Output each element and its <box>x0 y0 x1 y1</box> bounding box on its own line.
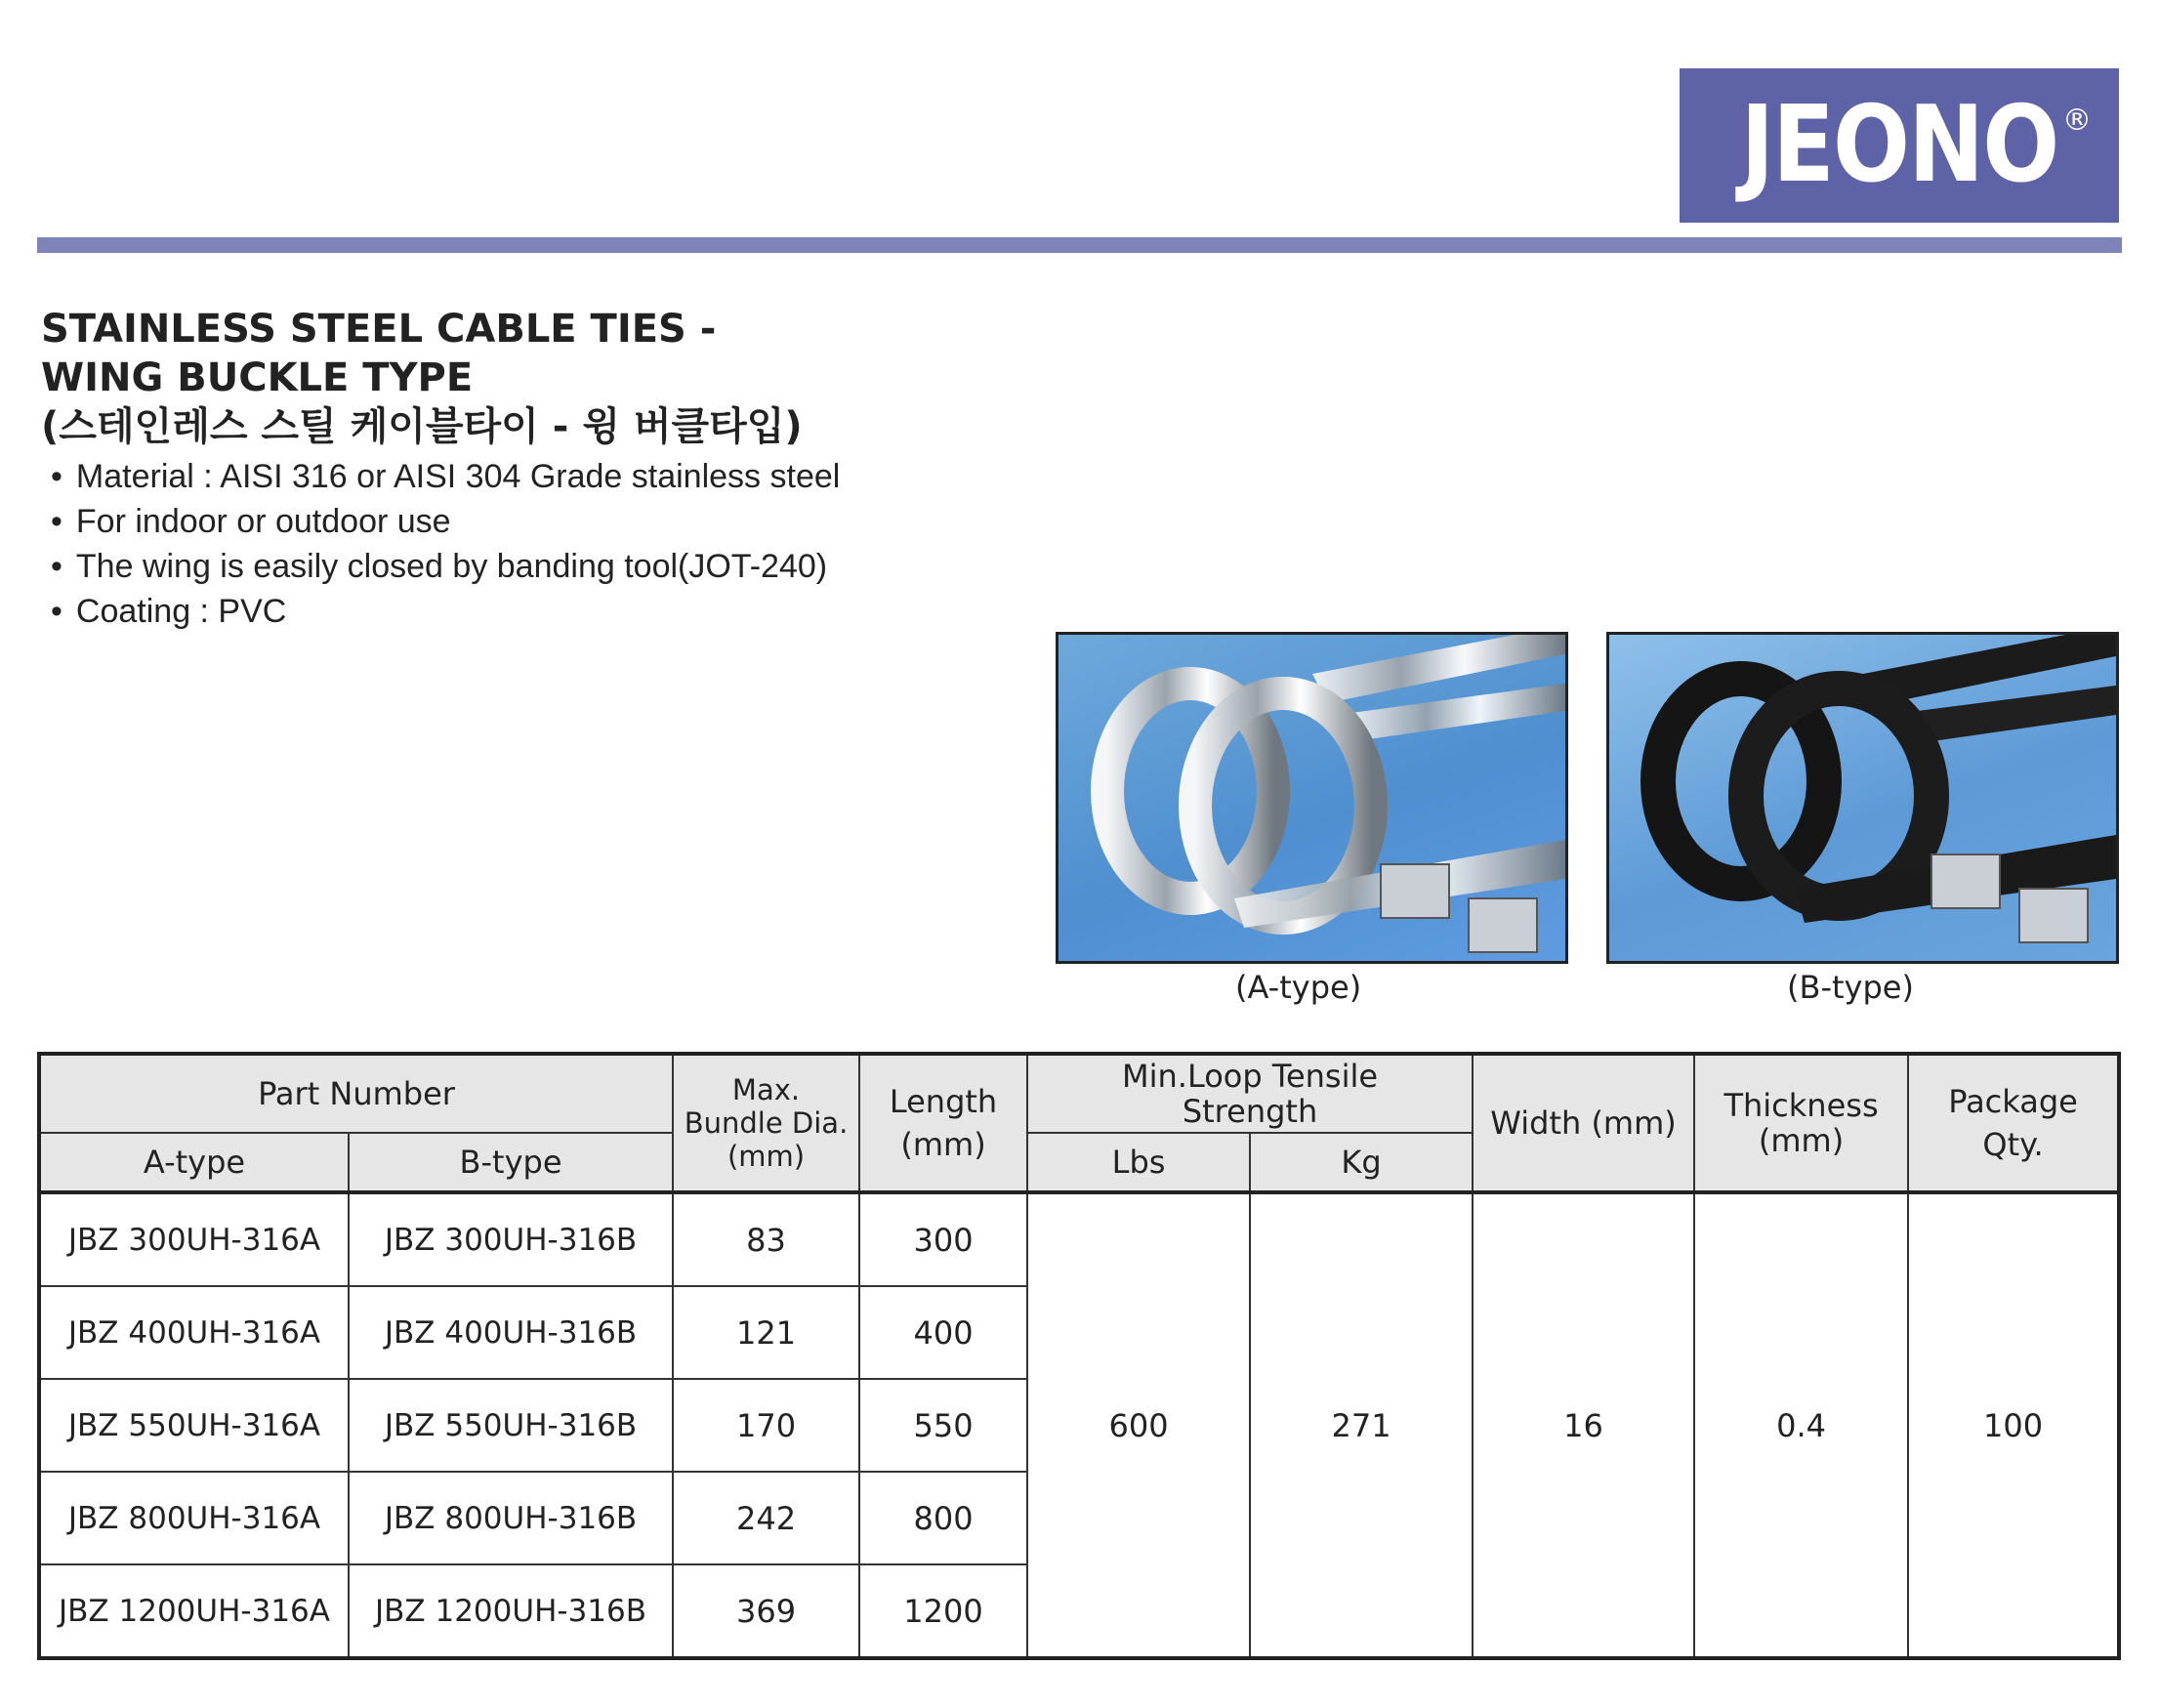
a-type-caption: (A-type) <box>1235 969 1362 1006</box>
kg-header: Kg <box>1250 1133 1473 1192</box>
registered-mark: ® <box>2062 104 2092 138</box>
thickness-header-line: (mm) <box>1758 1122 1845 1159</box>
a-type-part-number: JBZ 400UH-316A <box>39 1286 349 1379</box>
package-header-line: Qty. <box>1982 1126 2044 1163</box>
feature-item: • The wing is easily closed by banding tool(JOT-240) <box>51 544 840 589</box>
bundle-dia-cell: 121 <box>673 1286 859 1379</box>
a-type-header: A-type <box>39 1133 349 1192</box>
lbs-cell: 600 <box>1027 1192 1250 1658</box>
thickness-header <box>1694 1054 1908 1192</box>
a-type-tie-illustration <box>1059 635 1565 961</box>
max-bundle-header-line: Max. <box>731 1073 801 1106</box>
b-type-part-number: JBZ 300UH-316B <box>349 1192 673 1286</box>
b-type-header: B-type <box>349 1133 673 1192</box>
package-cell: 100 <box>1908 1192 2119 1658</box>
max-bundle-header-line: (mm) <box>727 1140 806 1173</box>
kg-cell: 271 <box>1250 1192 1473 1658</box>
length-cell: 400 <box>859 1286 1027 1379</box>
tensile-header <box>1027 1054 1473 1133</box>
a-type-part-number: JBZ 300UH-316A <box>39 1192 349 1286</box>
b-type-photo <box>1606 632 2119 964</box>
brand-logo-text: JEONO <box>1740 84 2058 206</box>
width-header: Width (mm) <box>1473 1054 1694 1192</box>
spec-table <box>37 1052 2121 1660</box>
bundle-dia-cell: 369 <box>673 1564 859 1658</box>
package-header-line: Package <box>1948 1083 2078 1120</box>
b-type-tie-illustration <box>1609 635 2116 961</box>
length-header-line: (mm) <box>900 1126 986 1163</box>
b-type-caption: (B-type) <box>1787 969 1914 1006</box>
max-bundle-header <box>673 1054 859 1192</box>
length-cell: 800 <box>859 1472 1027 1564</box>
bundle-dia-cell: 83 <box>673 1192 859 1286</box>
b-type-part-number: JBZ 800UH-316B <box>349 1472 673 1564</box>
width-cell: 16 <box>1473 1192 1694 1658</box>
b-type-part-number: JBZ 550UH-316B <box>349 1379 673 1472</box>
feature-item: • Material : AISI 316 or AISI 304 Grade stainless steel <box>51 454 840 499</box>
lbs-header: Lbs <box>1027 1133 1250 1192</box>
feature-list <box>51 454 840 634</box>
feature-item: • Coating : PVC <box>51 589 840 634</box>
thickness-header-line: Thickness <box>1723 1087 1879 1124</box>
tensile-header-line: Min.Loop Tensile <box>1121 1058 1379 1095</box>
b-type-part-number: JBZ 400UH-316B <box>349 1286 673 1379</box>
title-line-2: WING BUCKLE TYPE <box>41 355 474 400</box>
length-header-line: Length <box>889 1083 998 1120</box>
bundle-dia-cell: 242 <box>673 1472 859 1564</box>
table-row <box>39 1192 2119 1286</box>
length-header <box>859 1054 1027 1192</box>
package-header <box>1908 1054 2119 1192</box>
a-type-photo <box>1056 632 1568 964</box>
b-type-part-number: JBZ 1200UH-316B <box>349 1564 673 1658</box>
page-title <box>41 305 803 451</box>
feature-item: • For indoor or outdoor use <box>51 499 840 544</box>
bundle-dia-cell: 170 <box>673 1379 859 1472</box>
title-line-3-korean: (스테인레스 스틸 케이블타이 - 윙 버클타입) <box>41 404 803 449</box>
length-cell: 550 <box>859 1379 1027 1472</box>
length-cell: 300 <box>859 1192 1027 1286</box>
part-number-header: Part Number <box>39 1054 673 1133</box>
title-line-1: STAINLESS STEEL CABLE TIES - <box>41 307 717 352</box>
length-cell: 1200 <box>859 1564 1027 1658</box>
tensile-header-line: Strength <box>1182 1093 1318 1130</box>
a-type-part-number: JBZ 1200UH-316A <box>39 1564 349 1658</box>
a-type-part-number: JBZ 550UH-316A <box>39 1379 349 1472</box>
header-divider <box>37 237 2122 253</box>
brand-logo <box>1680 68 2119 223</box>
a-type-part-number: JBZ 800UH-316A <box>39 1472 349 1564</box>
thickness-cell: 0.4 <box>1694 1192 1908 1658</box>
max-bundle-header-line: Bundle Dia. <box>684 1106 849 1140</box>
